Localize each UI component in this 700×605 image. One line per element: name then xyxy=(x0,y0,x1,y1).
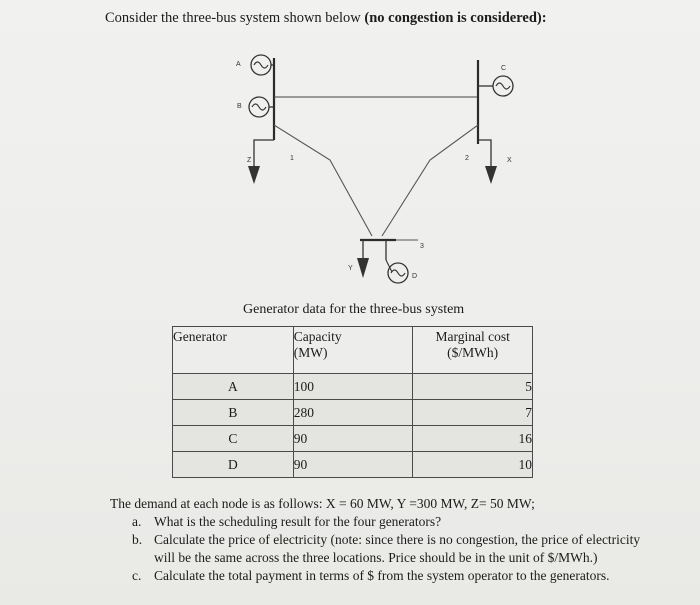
question-b-marker: b. xyxy=(132,532,143,547)
cell-cost: 7 xyxy=(413,400,533,426)
label-gen-a: A xyxy=(236,61,241,68)
load-x-arrow xyxy=(485,166,497,184)
cell-generator: D xyxy=(173,452,294,478)
line-1-3 xyxy=(274,125,372,236)
table-row xyxy=(173,426,533,452)
label-gen-d: D xyxy=(412,273,418,280)
label-load-x: X xyxy=(507,157,512,164)
label-gen-c: C xyxy=(501,65,507,72)
cell-cost: 5 xyxy=(413,374,533,400)
intro-sentence: Consider the three-bus system shown below xyxy=(105,10,361,26)
label-bus-1: 1 xyxy=(290,155,294,162)
question-a-marker: a. xyxy=(132,514,142,529)
header-marginal-cost: Marginal cost ($/MWh) xyxy=(413,327,533,374)
label-bus-3: 3 xyxy=(420,243,424,250)
line-2-3 xyxy=(382,125,478,236)
table-row xyxy=(173,400,533,426)
question-c-marker: c. xyxy=(132,568,142,583)
cell-cost: 16 xyxy=(413,426,533,452)
cell-capacity: 90 xyxy=(293,452,413,478)
intro-note: (no congestion is considered): xyxy=(364,10,547,26)
cell-generator: A xyxy=(173,374,294,400)
cell-capacity: 100 xyxy=(293,374,413,400)
question-b-continuation: will be the same across the three locations. Price should be in the unit of $/MWh.) xyxy=(154,550,598,565)
table-row xyxy=(173,452,533,478)
header-capacity: Capacity (MW) xyxy=(293,327,413,374)
label-gen-b: B xyxy=(237,103,242,110)
label-bus-2: 2 xyxy=(465,155,469,162)
label-load-z: Z xyxy=(247,157,252,164)
cell-capacity: 280 xyxy=(293,400,413,426)
question-c-text: Calculate the total payment in terms of $ from the system operator to the generators. xyxy=(154,568,610,583)
table-header-row xyxy=(173,327,533,374)
cell-generator: C xyxy=(173,426,294,452)
header-generator: Generator xyxy=(173,327,294,374)
table-row xyxy=(173,374,533,400)
three-bus-diagram xyxy=(0,0,700,300)
load-y-arrow xyxy=(357,258,369,278)
load-z-arrow xyxy=(248,166,260,184)
label-load-y: Y xyxy=(348,265,353,272)
cell-generator: B xyxy=(173,400,294,426)
generator-table xyxy=(172,326,533,478)
table-caption: Generator data for the three-bus system xyxy=(243,302,465,317)
question-a-text: What is the scheduling result for the four generators? xyxy=(154,514,442,529)
cell-cost: 10 xyxy=(413,452,533,478)
question-b-text: Calculate the price of electricity (note: since there is no congestion, the price of electricity xyxy=(154,532,641,547)
cell-capacity: 90 xyxy=(293,426,413,452)
demand-statement: The demand at each node is as follows: X = 60 MW, Y =300 MW, Z= 50 MW; xyxy=(110,496,535,511)
